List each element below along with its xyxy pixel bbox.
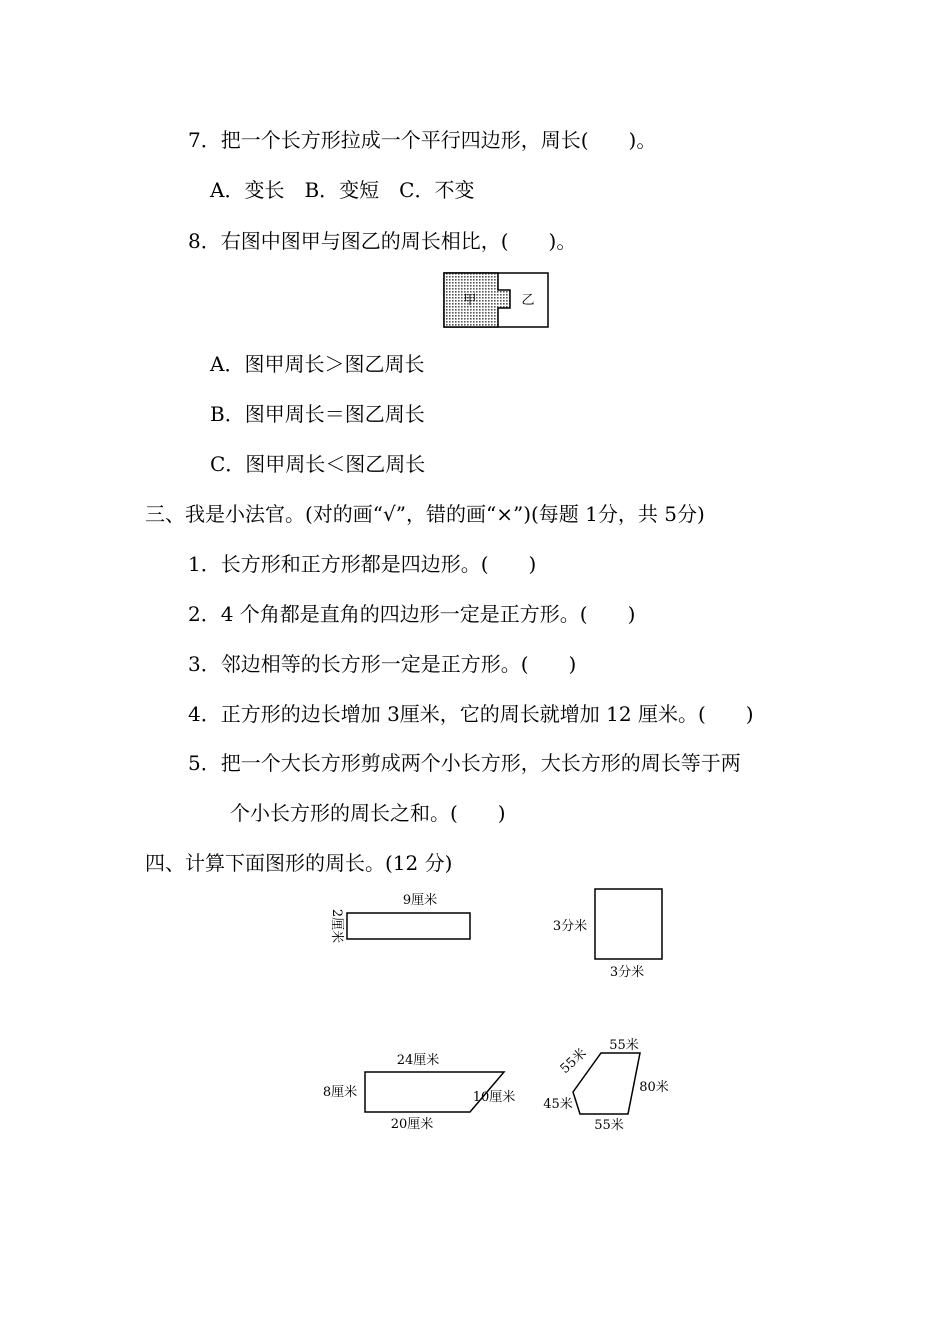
pentagon-right-label: 80米 [639, 1080, 669, 1095]
rectangle-left-label: 2厘米 [329, 908, 344, 944]
question-8-option-b: B．图甲周长＝图乙周长 [210, 402, 425, 426]
question-7-options: A．变长 B．变短 C．不变 [210, 178, 475, 202]
section3-item-4: 4．正方形的边长增加 3厘米，它的周长就增加 12 厘米。( ) [188, 702, 754, 726]
section3-item-2: 2．4 个角都是直角的四边形一定是正方形。( ) [188, 602, 636, 626]
pentagon-upper-left-label: 55米 [557, 1045, 590, 1077]
trapezoid-top-label: 24厘米 [396, 1053, 440, 1068]
question-8: 8．右图中图甲与图乙的周长相比，( )。 [188, 229, 577, 253]
section3-item-3: 3．邻边相等的长方形一定是正方形。( ) [188, 652, 577, 676]
square-shape [595, 889, 662, 959]
section3-item-5: 5．把一个大长方形剪成两个小长方形，大长方形的周长等于两 [188, 751, 741, 775]
trapezoid-figure [318, 1044, 528, 1136]
rectangle-figure [320, 886, 480, 948]
pentagon-left-label: 45米 [543, 1097, 573, 1112]
pentagon-top-label: 55米 [609, 1038, 639, 1053]
trapezoid-bottom-label: 20厘米 [390, 1117, 434, 1132]
square-left-label: 3分米 [552, 919, 588, 934]
figure-jia-yi [440, 270, 552, 330]
pentagon-bottom-label: 55米 [594, 1118, 624, 1133]
section3-item-5-cont: 个小长方形的周长之和。( ) [230, 801, 506, 825]
pentagon-figure [538, 1034, 678, 1138]
section3-heading: 三、我是小法官。(对的画“√”，错的画“×”)(每题 1分，共 5分) [145, 502, 705, 526]
rectangle-top-label: 9厘米 [402, 893, 438, 908]
question-7: 7．把一个长方形拉成一个平行四边形，周长( )。 [188, 128, 657, 152]
section3-item-1: 1．长方形和正方形都是四边形。( ) [188, 552, 537, 576]
square-figure [548, 886, 668, 986]
trapezoid-right-label: 10厘米 [472, 1090, 516, 1105]
square-bottom-label: 3分米 [609, 965, 645, 980]
rectangle-shape [347, 913, 470, 939]
figure-label-yi: 乙 [521, 293, 535, 308]
figure-label-jia: 甲 [463, 293, 477, 308]
question-8-option-a: A．图甲周长＞图乙周长 [210, 352, 425, 376]
trapezoid-left-label: 8厘米 [322, 1085, 358, 1100]
section4-heading: 四、计算下面图形的周长。(12 分) [145, 851, 453, 875]
question-8-option-c: C．图甲周长＜图乙周长 [210, 452, 426, 476]
